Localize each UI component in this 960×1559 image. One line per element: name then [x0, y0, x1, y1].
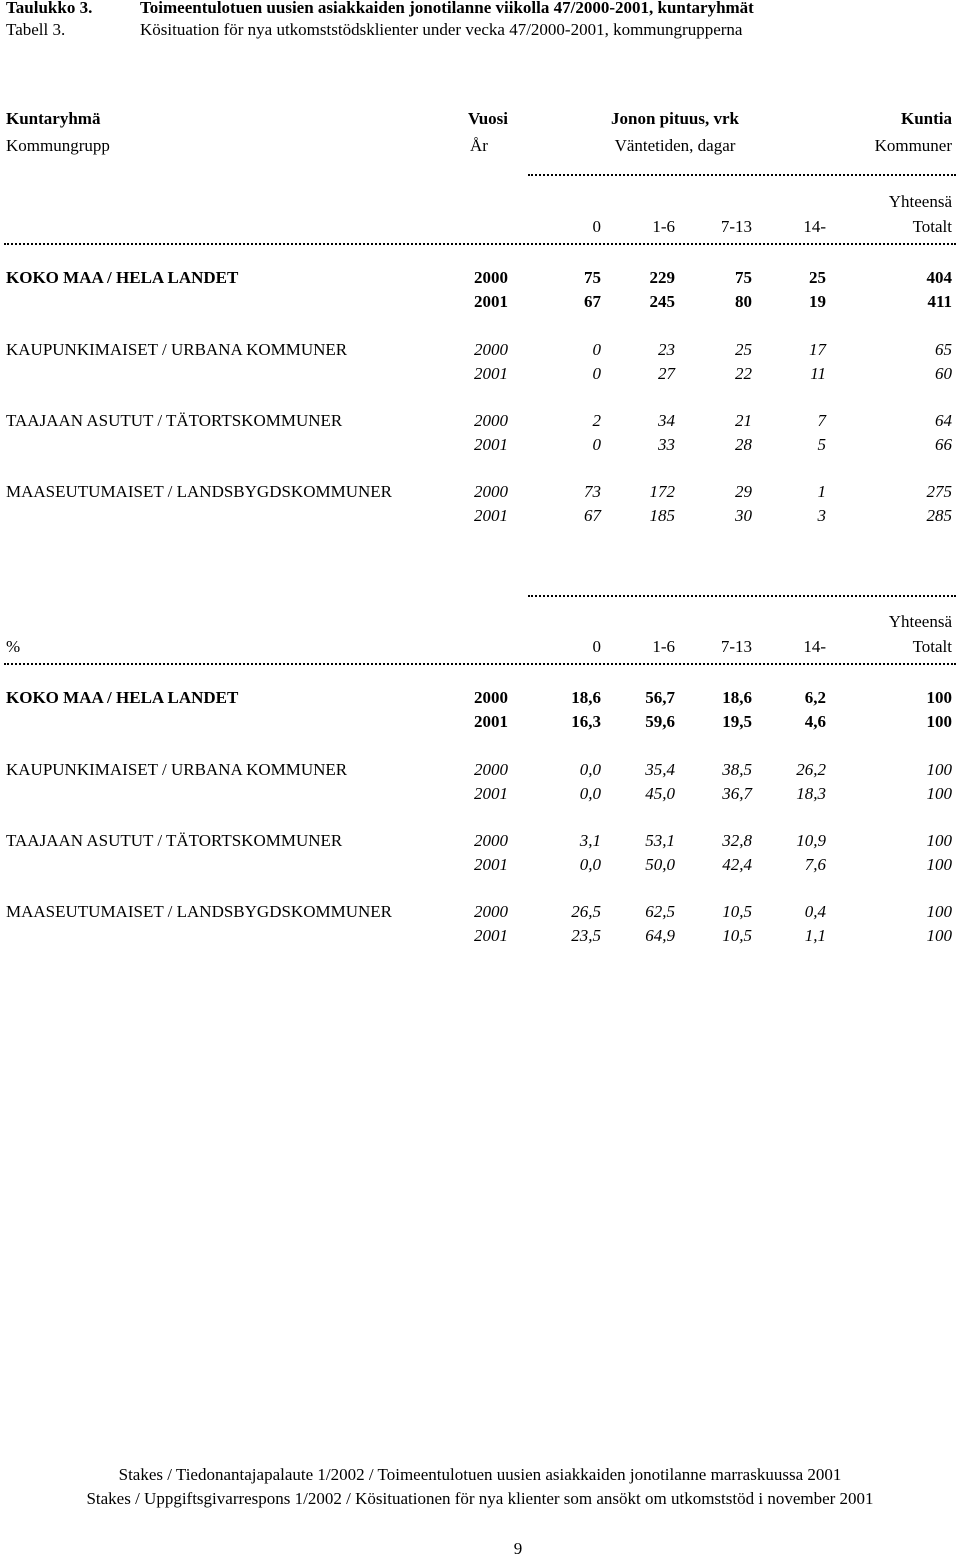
pct-col-header-0: 0 [592, 637, 601, 656]
counts-divider [4, 243, 956, 245]
value-1-6-cell: 229 [649, 268, 675, 287]
col-header-7-13: 7-13 [720, 217, 752, 236]
value-0-cell: 0 [592, 435, 601, 454]
table-title-fi: Toimeentulotuen uusien asiakkaiden jonotilanne viikolla 47/2000-2001, kuntaryhmät [140, 0, 754, 17]
table-row [0, 482, 960, 502]
total-cell: 66 [935, 435, 952, 454]
pct-symbol: % [6, 637, 21, 656]
total-cell: 100 [926, 902, 952, 921]
table-row [0, 784, 960, 804]
pct-divider [4, 663, 956, 665]
year-cell: 2001 [474, 435, 508, 454]
table-row [0, 926, 960, 946]
value-14-cell: 26,2 [796, 760, 826, 779]
value-7-13-cell: 29 [735, 482, 752, 501]
table-row [0, 712, 960, 732]
table-row [0, 435, 960, 455]
value-1-6-cell: 27 [658, 364, 675, 383]
value-1-6-cell: 34 [658, 411, 675, 430]
pct-header-divider [528, 595, 956, 597]
group-label: KAUPUNKIMAISET / URBANA KOMMUNER [6, 340, 348, 359]
total-cell: 100 [926, 760, 952, 779]
value-14-cell: 1,1 [804, 926, 826, 945]
value-0-cell: 18,6 [571, 688, 601, 707]
value-0-cell: 26,5 [571, 902, 601, 921]
value-0-cell: 23,5 [571, 926, 601, 945]
total-cell: 100 [926, 712, 952, 731]
value-14-cell: 10,9 [796, 831, 826, 850]
value-14-cell: 17 [809, 340, 826, 359]
pct-col-header-7-13: 7-13 [720, 637, 752, 656]
value-0-cell: 0 [592, 364, 601, 383]
year-cell: 2001 [474, 855, 508, 874]
total-cell: 100 [926, 831, 952, 850]
table-row [0, 292, 960, 312]
total-cell: 275 [926, 482, 952, 501]
header-munic-fi: Kuntia [900, 109, 952, 128]
header-divider [528, 174, 956, 176]
value-0-cell: 75 [584, 268, 601, 287]
value-0-cell: 67 [584, 506, 601, 525]
col-header-14: 14- [803, 217, 826, 236]
pct-col-header-14: 14- [803, 637, 826, 656]
col-header-1-6: 1-6 [652, 217, 675, 236]
value-0-cell: 16,3 [571, 712, 601, 731]
footer-source-fi: Stakes / Tiedonantajapalaute 1/2002 / Toimeentulotuen uusien asiakkaiden jonotilanne marraskuussa 2001 [118, 1465, 842, 1484]
value-1-6-cell: 23 [658, 340, 675, 359]
table-row [0, 268, 960, 288]
value-7-13-cell: 28 [735, 435, 752, 454]
value-0-cell: 0,0 [579, 855, 601, 874]
year-cell: 2001 [474, 292, 508, 311]
value-0-cell: 2 [592, 411, 601, 430]
group-label: TAAJAAN ASUTUT / TÄTORTSKOMMUNER [6, 411, 343, 430]
value-14-cell: 1 [817, 482, 826, 501]
value-14-cell: 4,6 [804, 712, 826, 731]
value-1-6-cell: 35,4 [645, 760, 675, 779]
header-wait-fi: Jonon pituus, vrk [610, 109, 740, 128]
value-7-13-cell: 19,5 [722, 712, 752, 731]
value-1-6-cell: 172 [649, 482, 675, 501]
header-group-sv: Kommungrupp [6, 136, 110, 155]
year-cell: 2001 [474, 506, 508, 525]
value-7-13-cell: 38,5 [722, 760, 752, 779]
value-1-6-cell: 59,6 [645, 712, 675, 731]
value-14-cell: 6,2 [804, 688, 826, 707]
year-cell: 2000 [474, 411, 508, 430]
group-label: KOKO MAA / HELA LANDET [6, 268, 239, 287]
value-1-6-cell: 45,0 [645, 784, 675, 803]
value-7-13-cell: 22 [735, 364, 752, 383]
value-7-13-cell: 10,5 [722, 926, 752, 945]
year-cell: 2000 [474, 831, 508, 850]
pct-column-headers [0, 637, 960, 657]
total-cell: 100 [926, 855, 952, 874]
value-14-cell: 7,6 [804, 855, 826, 874]
table-row [0, 831, 960, 851]
year-cell: 2001 [474, 364, 508, 383]
table-row [0, 340, 960, 360]
footer-source-sv: Stakes / Uppgiftsgivarrespons 1/2002 / Kösituationen för nya klienter som ansökt om utkomststöd i november 2001 [86, 1489, 874, 1508]
table-label-sv: Tabell 3. [6, 20, 66, 39]
table-row [0, 411, 960, 431]
value-1-6-cell: 64,9 [645, 926, 675, 945]
value-14-cell: 5 [817, 435, 826, 454]
year-cell: 2001 [474, 784, 508, 803]
header-wait-sv: Väntetiden, dagar [614, 136, 736, 155]
header-year-fi: Vuosi [467, 109, 508, 128]
pct-col-header-1-6: 1-6 [652, 637, 675, 656]
total-cell: 285 [926, 506, 952, 525]
table-row [0, 364, 960, 384]
counts-column-headers [0, 217, 960, 237]
total-cell: 60 [935, 364, 952, 383]
value-1-6-cell: 53,1 [645, 831, 675, 850]
value-7-13-cell: 18,6 [722, 688, 752, 707]
value-14-cell: 7 [817, 411, 826, 430]
value-7-13-cell: 30 [735, 506, 752, 525]
value-7-13-cell: 36,7 [722, 784, 752, 803]
header-munic-sv: Kommuner [874, 136, 952, 155]
value-7-13-cell: 80 [735, 292, 752, 311]
table-row [0, 760, 960, 780]
year-cell: 2001 [474, 926, 508, 945]
total-cell: 100 [926, 926, 952, 945]
value-0-cell: 73 [584, 482, 601, 501]
year-cell: 2000 [474, 268, 508, 287]
value-1-6-cell: 185 [649, 506, 675, 525]
table-row [0, 688, 960, 708]
value-14-cell: 11 [810, 364, 826, 383]
total-cell: 64 [935, 411, 952, 430]
total-cell: 100 [926, 688, 952, 707]
group-label: KOKO MAA / HELA LANDET [6, 688, 239, 707]
group-label: MAASEUTUMAISET / LANDSBYGDSKOMMUNER [6, 482, 392, 501]
value-7-13-cell: 25 [735, 340, 752, 359]
value-1-6-cell: 33 [658, 435, 675, 454]
value-7-13-cell: 32,8 [722, 831, 752, 850]
total-cell: 65 [935, 340, 952, 359]
value-14-cell: 18,3 [796, 784, 826, 803]
col-header-0: 0 [592, 217, 601, 236]
value-1-6-cell: 245 [649, 292, 675, 311]
header-group-fi: Kuntaryhmä [6, 109, 101, 128]
value-0-cell: 0,0 [579, 784, 601, 803]
table-label-fi: Taulukko 3. [6, 0, 93, 17]
table-title-sv: Kösituation för nya utkomststödsklienter under vecka 47/2000-2001, kommungrupperna [140, 20, 743, 39]
counts-total-fi: Yhteensä [888, 192, 952, 211]
total-cell: 100 [926, 784, 952, 803]
value-0-cell: 3,1 [579, 831, 601, 850]
group-label: TAAJAAN ASUTUT / TÄTORTSKOMMUNER [6, 831, 343, 850]
year-cell: 2000 [474, 902, 508, 921]
year-cell: 2000 [474, 340, 508, 359]
year-cell: 2000 [474, 688, 508, 707]
table-row [0, 855, 960, 875]
value-7-13-cell: 10,5 [722, 902, 752, 921]
table-row [0, 902, 960, 922]
value-1-6-cell: 50,0 [645, 855, 675, 874]
value-7-13-cell: 42,4 [722, 855, 752, 874]
value-1-6-cell: 56,7 [645, 688, 675, 707]
value-0-cell: 0 [592, 340, 601, 359]
year-cell: 2000 [474, 482, 508, 501]
value-0-cell: 0,0 [579, 760, 601, 779]
value-7-13-cell: 21 [735, 411, 752, 430]
pct-total-sv: Totalt [912, 637, 952, 656]
header-year-sv: År [470, 136, 488, 155]
page-number: 9 [513, 1539, 523, 1558]
value-14-cell: 25 [809, 268, 826, 287]
value-7-13-cell: 75 [735, 268, 752, 287]
value-14-cell: 19 [809, 292, 826, 311]
value-14-cell: 3 [817, 506, 826, 525]
year-cell: 2000 [474, 760, 508, 779]
group-label: MAASEUTUMAISET / LANDSBYGDSKOMMUNER [6, 902, 392, 921]
value-1-6-cell: 62,5 [645, 902, 675, 921]
year-cell: 2001 [474, 712, 508, 731]
value-14-cell: 0,4 [804, 902, 826, 921]
table-row [0, 506, 960, 526]
counts-total-sv: Totalt [912, 217, 952, 236]
total-cell: 404 [926, 268, 952, 287]
value-0-cell: 67 [584, 292, 601, 311]
total-cell: 411 [927, 292, 952, 311]
pct-total-fi: Yhteensä [888, 612, 952, 631]
group-label: KAUPUNKIMAISET / URBANA KOMMUNER [6, 760, 348, 779]
